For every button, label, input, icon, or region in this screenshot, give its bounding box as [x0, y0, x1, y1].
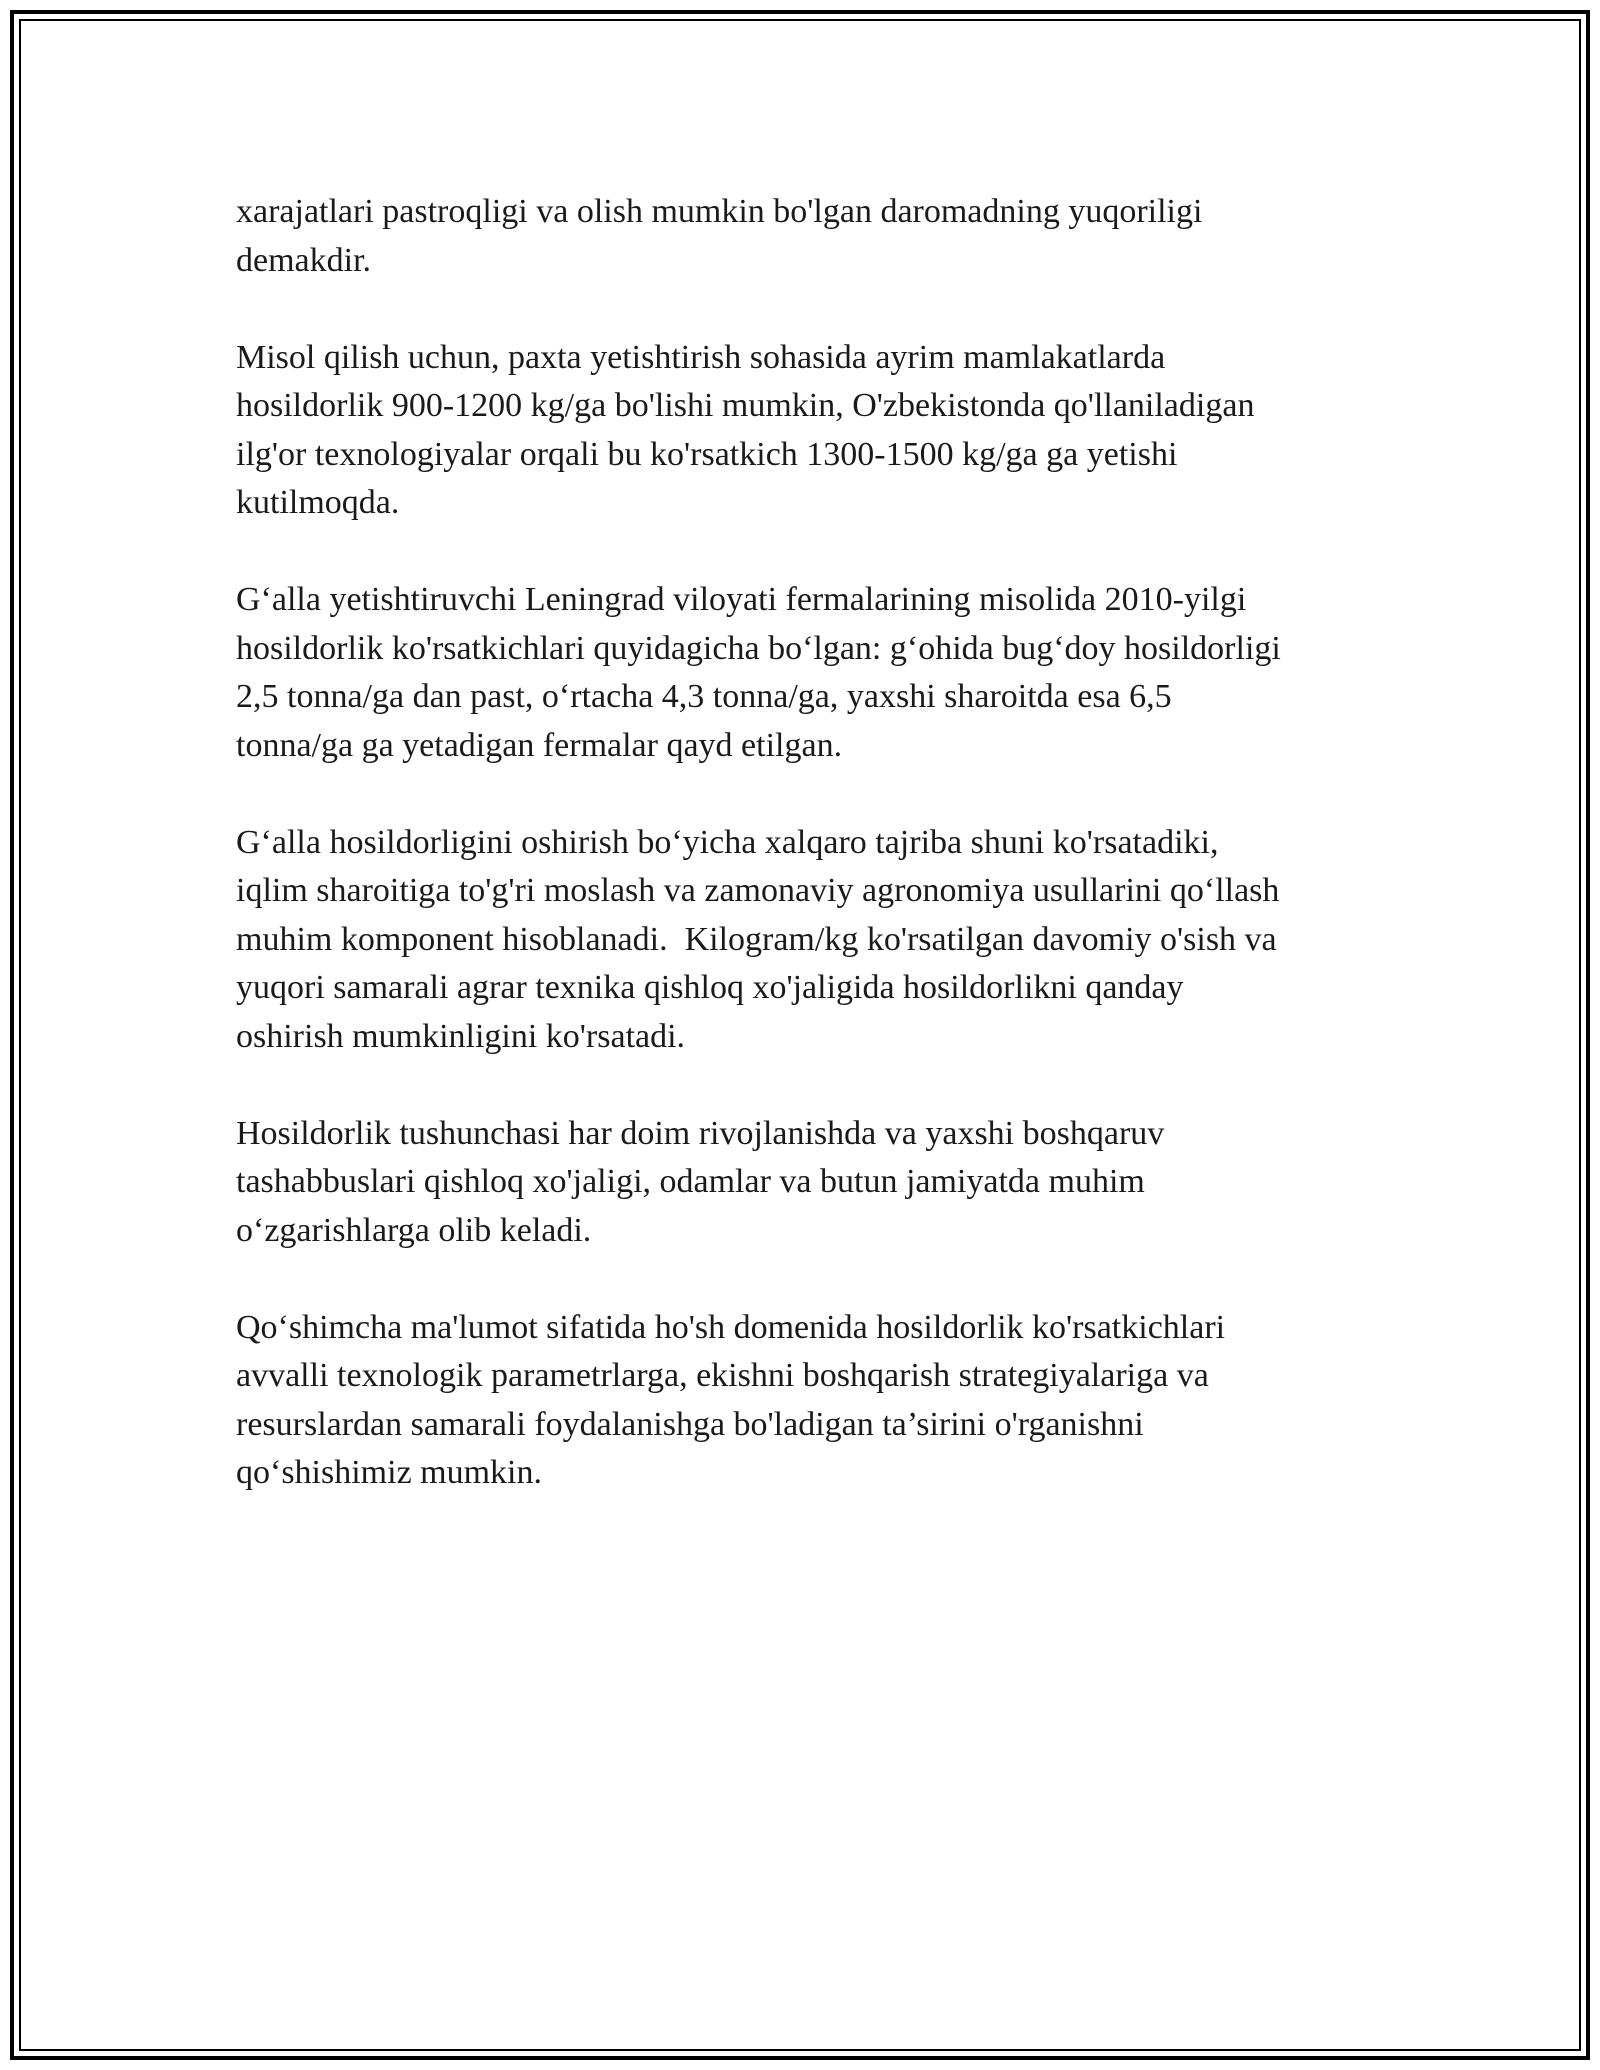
text-line: hosildorlik 900-1200 kg/ga bo'lishi mumkin, O'zbekistonda qo'llaniladigan	[236, 387, 1255, 424]
paragraph-1	[236, 188, 1376, 285]
text-line: muhim komponent hisoblanadi. Kilogram/kg ko'rsatilgan davomiy o'sish va	[236, 920, 1277, 958]
text-line: G‘alla yetishtiruvchi Leningrad viloyati fermalarining misolida 2010-yilgi	[236, 581, 1247, 618]
text-line: Misol qilish uchun, paxta yetishtirish sohasida ayrim mamlakatlarda	[236, 338, 1166, 376]
text-line: avvalli texnologik parametrlarga, ekishni boshqarish strategiyalariga va	[236, 1357, 1209, 1394]
text-line: G‘alla hosildorligini oshirish bo‘yicha xalqaro tajriba shuni ko'rsatadiki,	[236, 823, 1219, 861]
text-line: tashabbuslari qishloq xo'jaligi, odamlar va butun jamiyatda muhim	[236, 1163, 1145, 1200]
text-line: Hosildorlik tushunchasi har doim rivojlanishda va yaxshi boshqaruv	[236, 1114, 1165, 1152]
text-line: qo‘shishimiz mumkin.	[236, 1454, 542, 1491]
document-body	[236, 188, 1376, 1546]
text-line: Qo‘shimcha ma'lumot sifatida ho'sh domenida hosildorlik ko'rsatkichlari	[236, 1308, 1226, 1346]
text-line: iqlim sharoitiga to'g'ri moslash va zamonaviy agronomiya usullarini qo‘llash	[236, 872, 1280, 909]
paragraph-4	[236, 819, 1376, 1062]
text-line: 2,5 tonna/ga dan past, o‘rtacha 4,3 tonna/ga, yaxshi sharoitda esa 6,5	[236, 678, 1172, 715]
text-line: oshirish mumkinligini ko'rsatadi.	[236, 1017, 686, 1055]
text-line: tonna/ga ga yetadigan fermalar qayd etilgan.	[236, 726, 843, 764]
paragraph-5	[236, 1110, 1376, 1256]
paragraph-6	[236, 1304, 1376, 1498]
text-line: hosildorlik ko'rsatkichlari quyidagicha bo‘lgan: g‘ohida bug‘doy hosildorligi	[236, 629, 1281, 667]
text-line: xarajatlari pastroqligi va olish mumkin bo'lgan daromadning yuqoriligi	[236, 193, 1203, 230]
paragraph-3	[236, 576, 1376, 770]
paragraph-2	[236, 334, 1376, 528]
text-line: resurslardan samarali foydalanishga bo'ladigan ta’sirini o'rganishni	[236, 1405, 1144, 1443]
text-line: ilg'or texnologiyalar orqali bu ko'rsatkich 1300-1500 kg/ga ga yetishi	[236, 435, 1178, 473]
text-line: kutilmoqda.	[236, 484, 400, 521]
text-line: demakdir.	[236, 241, 372, 279]
text-line: o‘zgarishlarga olib keladi.	[236, 1211, 592, 1249]
text-line: yuqori samarali agrar texnika qishloq xo'jaligida hosildorlikni qanday	[236, 969, 1184, 1006]
